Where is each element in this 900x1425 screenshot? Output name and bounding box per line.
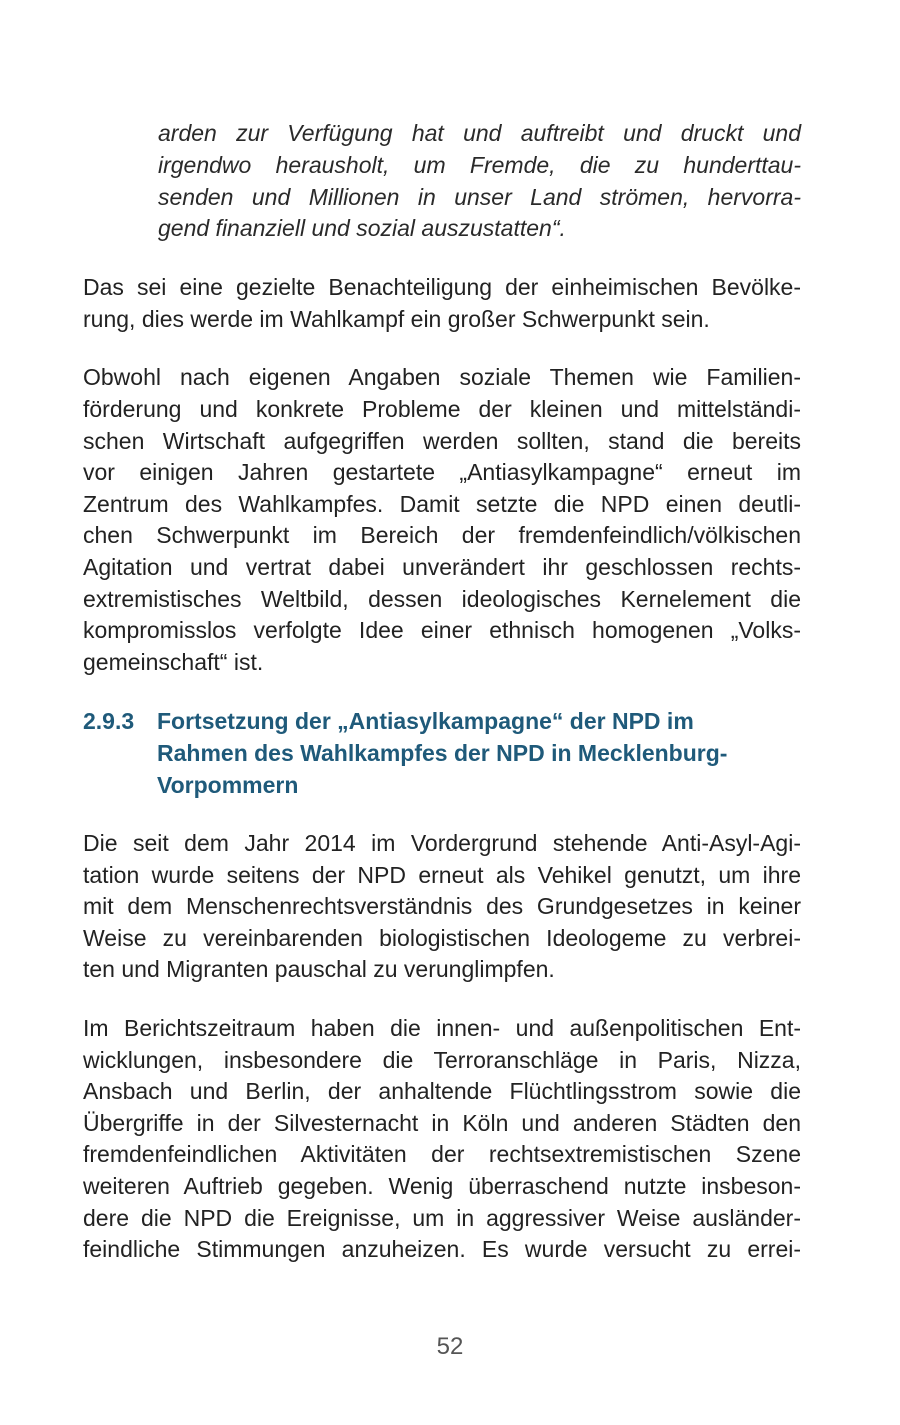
text-line: feindliche Stimmungen anzuheizen. Es wurde versucht zu errei- [83,1236,801,1263]
text-line: förderung und konkrete Probleme der kleinen und mittelständi- [83,395,801,422]
text-line: weiteren Auftrieb gegeben. Wenig überraschend nutzte insbeson- [83,1173,801,1200]
quote-line: irgendwo herausholt, um Fremde, die zu hunderttau- [158,151,801,178]
quote-line: gend finanziell und sozial auszustatten“. [158,215,566,242]
section-number: 2.9.3 [83,708,135,735]
paragraph [83,362,801,678]
text-line: dere die NPD die Ereignisse, um in aggressiver Weise ausländer- [83,1204,801,1231]
text-line: Ansbach und Berlin, der anhaltende Flüchtlingsstrom sowie die [83,1078,801,1105]
page-body [83,118,801,1266]
section-title [157,706,801,801]
block-quote [158,118,801,245]
text-line: rung, dies werde im Wahlkampf ein großer Schwerpunkt sein. [83,305,710,332]
text-line: Weise zu vereinbarenden biologistischen Ideologeme zu verbrei- [83,924,801,951]
text-line: schen Wirtschaft aufgegriffen werden sollten, stand die bereits [83,427,801,454]
paragraph [83,272,801,335]
text-line: wicklungen, insbesondere die Terroranschläge in Paris, Nizza, [83,1046,801,1073]
section-heading [83,706,801,801]
heading-line: Fortsetzung der „Antiasylkampagne“ der NPD im [157,708,694,735]
text-line: gemeinschaft“ ist. [83,648,264,675]
text-line: fremdenfeindlichen Aktivitäten der rechtsextremistischen Szene [83,1141,801,1168]
text-line: Übergriffe in der Silvesternacht in Köln und anderen Städten den [83,1109,801,1136]
paragraph [83,1013,801,1266]
quote-line: arden zur Verfügung hat und auftreibt und druckt und [158,120,801,146]
text-line: Das sei eine gezielte Benachteiligung der einheimischen Bevölke- [83,274,801,301]
text-line: chen Schwerpunkt im Bereich der fremdenfeindlich/völkischen [83,522,801,549]
text-line: tation wurde seitens der NPD erneut als Vehikel genutzt, um ihre [83,861,801,888]
paragraph [83,828,801,986]
heading-line: Rahmen des Wahlkampfes der NPD in Mecklenburg- [157,739,728,766]
heading-line: Vorpommern [157,771,299,798]
text-line: mit dem Menschenrechtsverständnis des Grundgesetzes in keiner [83,893,801,920]
text-line: extremistisches Weltbild, dessen ideologisches Kernelement die [83,585,801,612]
quote-line: senden und Millionen in unser Land strömen, hervorra- [158,183,801,210]
text-line: ten und Migranten pauschal zu verunglimpfen. [83,956,555,983]
text-line: vor einigen Jahren gestartete „Antiasylkampagne“ erneut im [83,459,801,486]
text-line: Obwohl nach eigenen Angaben soziale Themen wie Familien- [83,364,801,391]
text-line: Im Berichtszeitraum haben die innen- und außenpolitischen Ent- [83,1015,801,1042]
page-number: 52 [436,1333,464,1360]
text-line: kompromisslos verfolgte Idee einer ethnisch homogenen „Volks- [83,617,801,644]
text-line: Die seit dem Jahr 2014 im Vordergrund stehende Anti-Asyl-Agi- [83,830,801,857]
text-line: Agitation und vertrat dabei unverändert ihr geschlossen rechts- [83,553,801,580]
text-line: Zentrum des Wahlkampfes. Damit setzte die NPD einen deutli- [83,490,801,517]
